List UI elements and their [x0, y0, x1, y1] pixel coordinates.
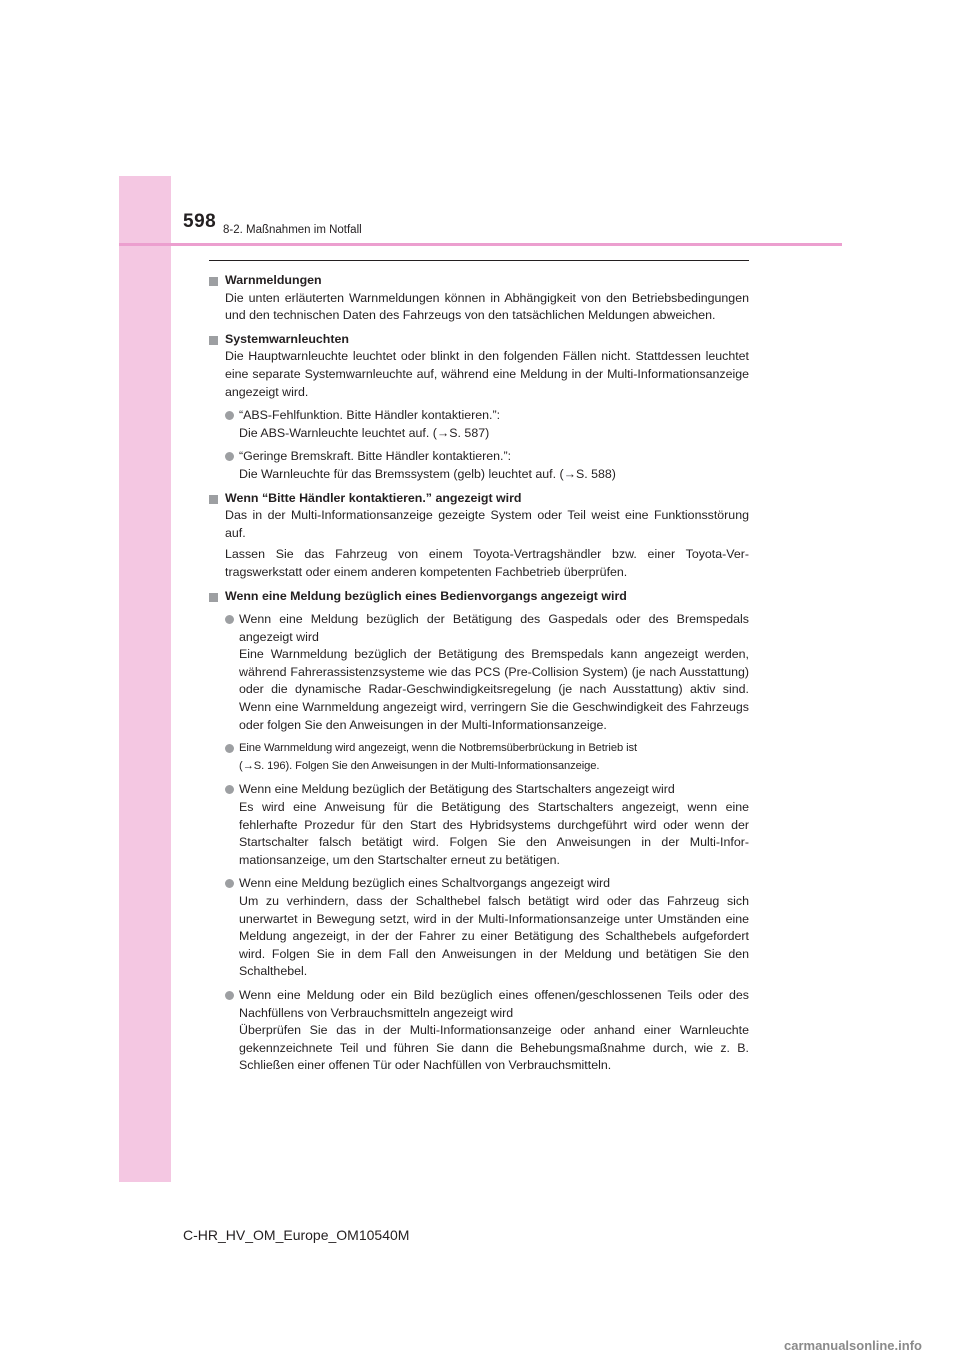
list-item: Wenn eine Meldung oder ein Bild bezüglich eines offenen/geschlossenen Teils oder des Nachfüllens von Verbrauchsmitteln angezeigt wird Überprüfen Sie das in der Multi-Informationsanzeige oder anhand einer Warnleuchte gekennzeichnete Teil und führen Sie dann die Behebungsmaßnahme durch, wie z. B. Schließen einer offenen Tür oder Nachfüllen von Verbrauchsmitteln.	[209, 987, 749, 1075]
square-bullet-icon	[209, 336, 218, 345]
list-item: Wenn eine Meldung bezüglich der Betätigung des Gaspedals oder des Bremspedals angezeigt wird Eine Warnmeldung bezüglich der Betätigung des Bremspedals kann angezeigt werden, während Fahrerassistenzsysteme wie das PCS (Pre-Collision System) (je nach Ausstattung) oder die dynamische Radar-Geschwindigkeitsregelung (je nach Ausstattung) aktiv sind. Wenn eine Warnmeldung angezeigt wird, verringern Sie die Geschwindigkeit des Fahrzeugs oder folgen Sie den Anweisungen in der Multi-Informationsanzeige.	[209, 611, 749, 734]
paragraph-haendler-2: Lassen Sie das Fahrzeug von einem Toyota-Vertragshändler bzw. einer Toyota-Vertragswerkstatt oder einem anderen kompetenten Fachbetrieb überprüfen.	[225, 547, 749, 579]
square-bullet-icon	[209, 277, 218, 286]
section-title: 8-2. Maßnahmen im Notfall	[223, 224, 362, 236]
square-bullet-icon	[209, 593, 218, 602]
circle-bullet-icon	[225, 785, 234, 794]
content-body	[209, 268, 749, 1075]
paragraph-systemwarnleuchten: Die Hauptwarnleuchte leuchtet oder blinkt in den folgenden Fällen nicht. Stattdessen leuchtet eine separate Systemwarnleuchte auf, während eine Meldung in der Multi-Informationsanzeige angezeigt wird.	[225, 349, 749, 399]
circle-bullet-icon	[225, 744, 234, 753]
list-item: “Geringe Bremskraft. Bitte Händler kontaktieren.”: Die Warnleuchte für das Bremssystem (gelb) leuchtet auf. (→S. 588)	[209, 448, 749, 483]
heading-warnmeldungen: Warnmeldungen	[209, 272, 749, 290]
circle-bullet-icon	[225, 452, 234, 461]
page-number: 598	[183, 211, 217, 232]
header-rule	[119, 243, 842, 246]
square-bullet-icon	[209, 495, 218, 504]
paragraph-warnmeldungen: Die unten erläuterten Warnmeldungen können in Abhängigkeit von den Betriebsbedingungen und den technischen Daten des Fahrzeugs von den tatsächlichen Meldungen abweichen.	[225, 290, 749, 323]
paragraph-haendler-1: Das in der Multi-Informationsanzeige gezeigte System oder Teil weist eine Funktionsstörung auf.	[225, 508, 749, 540]
list-item: Eine Warnmeldung wird angezeigt, wenn die Notbremsüberbrückung in Betrieb ist (→S. 196). Folgen Sie den Anweisungen in der Multi-Informationsanzeige.	[209, 740, 749, 775]
heading-systemwarnleuchten: Systemwarnleuchten	[209, 331, 749, 349]
heading-bedienvorgang: Wenn eine Meldung bezüglich eines Bedienvorgangs angezeigt wird	[209, 588, 749, 606]
document-code: C-HR_HV_OM_Europe_OM10540M	[183, 1227, 410, 1243]
circle-bullet-icon	[225, 879, 234, 888]
page-side-band	[119, 176, 171, 1182]
circle-bullet-icon	[225, 991, 234, 1000]
list-item: “ABS-Fehlfunktion. Bitte Händler kontaktieren.”: Die ABS-Warnleuchte leuchtet auf. (→S. 587)	[209, 407, 749, 442]
list-item: Wenn eine Meldung bezüglich der Betätigung des Startschalters angezeigt wird Es wird eine Anweisung für die Betätigung des Startschalters angezeigt, wenn eine fehlerhafte Prozedur für den Start des Hybridsystems durchgeführt wird oder wenn der Startschalter falsch betätigt wird. Folgen Sie den Anweisungen in der Multi-Informationsanzeige, um den Startschalter erneut zu betätigen.	[209, 781, 749, 869]
list-item: Wenn eine Meldung bezüglich eines Schaltvorgangs angezeigt wird Um zu verhindern, dass der Schalthebel falsch betätigt wird oder das Fahrzeug sich unerwartet in Bewegung setzt, wird in der Multi-Informationsanzeige unter Umständen eine Meldung angezeigt, in der der Fahrer zu einer Betätigung des Schalthebels aufgefordert wird. Folgen Sie in dem Fall den Anweisungen in der Meldung und betätigen Sie den Schalthebel.	[209, 875, 749, 981]
content-divider	[209, 260, 749, 261]
heading-haendler-kontaktieren: Wenn “Bitte Händler kontaktieren.” angezeigt wird	[209, 490, 749, 508]
watermark-link[interactable]: carmanualsonline.info	[784, 1338, 922, 1353]
circle-bullet-icon	[225, 411, 234, 420]
circle-bullet-icon	[225, 615, 234, 624]
